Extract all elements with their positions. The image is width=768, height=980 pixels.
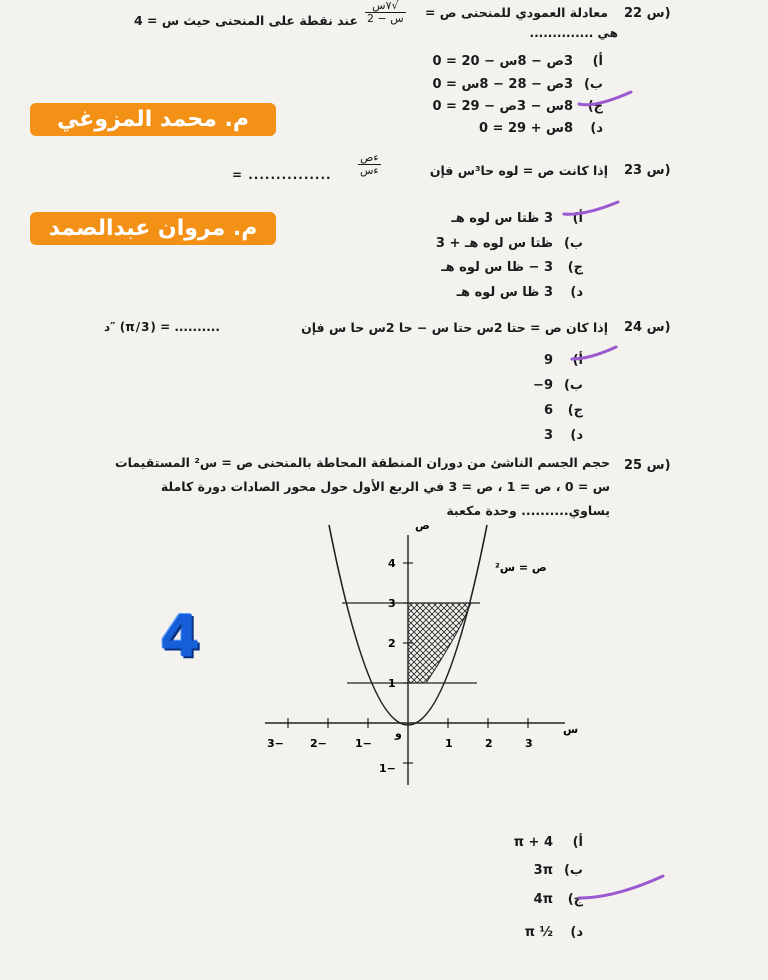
q23-option-a[interactable]: أ)3 ظتا س لوه هـ bbox=[451, 211, 583, 226]
y-axis-label: ص bbox=[415, 519, 430, 532]
x-tick-neg2: 2− bbox=[310, 737, 327, 750]
q24-option-b[interactable]: ب)9− bbox=[533, 378, 583, 393]
q23-text: إذا كانت ص = لوه حا³س فإن bbox=[429, 163, 608, 178]
shaded-region bbox=[408, 603, 471, 683]
q24-tail: د″ (π/3) = .......... bbox=[104, 320, 220, 334]
q22-option-c[interactable]: ج)8س − 3ص − 29 = 0 bbox=[432, 99, 603, 114]
q22-option-b[interactable]: ب)3ص − 28 − 8س = 0 bbox=[432, 77, 603, 92]
q24-option-c[interactable]: ج)6 bbox=[543, 403, 583, 418]
answer-mark-q25 bbox=[575, 872, 667, 904]
q25-option-c[interactable]: ج)4π bbox=[533, 892, 583, 907]
teacher-badge-2: م. مروان عبدالصمد bbox=[30, 212, 276, 245]
x-tick-neg1: 1− bbox=[355, 737, 372, 750]
q22-number: س 22) bbox=[624, 6, 671, 21]
y-tick-4: 4 bbox=[388, 557, 396, 570]
answer-mark-q23 bbox=[560, 198, 622, 220]
q24-text: إذا كان ص = حتا 2س حتا س − حا 2س حا س فإن bbox=[301, 320, 608, 335]
q25-line1: حجم الجسم الناشئ من دوران المنطقة المحاطة بالمنحنى ص = س² المستقيمات bbox=[115, 455, 610, 470]
page-number: 4 bbox=[160, 602, 201, 670]
q23-number: س 23) bbox=[624, 163, 671, 178]
q23-option-d[interactable]: د)3 ظا س لوه هـ bbox=[456, 285, 583, 300]
q25-option-b[interactable]: ب)3π bbox=[533, 863, 583, 878]
q25-option-a[interactable]: أ)4 + π bbox=[513, 835, 583, 850]
curve-label: ص = س² bbox=[495, 561, 547, 574]
q22-line2: هي .............. bbox=[529, 26, 618, 40]
answer-mark-q24 bbox=[568, 343, 620, 365]
y-tick-1: 1 bbox=[388, 677, 396, 690]
q22-option-d[interactable]: د)8س + 29 = 0 bbox=[478, 121, 603, 136]
x-tick-neg3: 3− bbox=[267, 737, 284, 750]
x-axis-label: س bbox=[563, 723, 579, 736]
q24-number: س 24) bbox=[624, 320, 671, 335]
q25-line2: س = 0 ، ص = 1 ، ص = 3 في الربع الأول حول محور الصادات دورة كاملة bbox=[160, 479, 610, 494]
q22-text-part2: عند نقطة على المنحنى حيث س = 4 bbox=[133, 13, 358, 28]
x-tick-2: 2 bbox=[485, 737, 493, 750]
teacher-badge-1: م. محمد المزوغي bbox=[30, 103, 276, 136]
q23-option-c[interactable]: ج)3 − ظا س لوه هـ bbox=[441, 260, 583, 275]
q23-option-b[interactable]: ب)ظتا س لوه هـ + 3 bbox=[435, 236, 583, 251]
answer-mark-q22 bbox=[575, 88, 635, 110]
q23-fraction: $\frac{\text{ءص}}{\text{ءس}}$ bbox=[360, 151, 379, 177]
x-tick-3: 3 bbox=[525, 737, 533, 750]
q24-option-d[interactable]: د)3 bbox=[543, 428, 583, 443]
q25-line3: يساوي.......... وحدة مكعبة bbox=[446, 503, 610, 518]
q22-fraction: $\frac{\text{٧س√}}{\text{س − 2}}$ bbox=[367, 0, 404, 25]
q25-option-d[interactable]: د)½ π bbox=[524, 925, 583, 940]
q24-option-a[interactable]: أ)9 bbox=[543, 353, 583, 368]
parabola-graph bbox=[255, 515, 585, 790]
q25-number: س 25) bbox=[624, 458, 671, 473]
q23-tail: = ............... bbox=[232, 168, 332, 182]
x-tick-1: 1 bbox=[445, 737, 453, 750]
y-tick-neg1: 1− bbox=[379, 762, 396, 775]
y-tick-2: 2 bbox=[388, 637, 396, 650]
q22-text-part1: معادلة العمودي للمنحنى ص = bbox=[424, 5, 608, 20]
origin-label: و bbox=[395, 727, 402, 740]
q22-option-a[interactable]: أ)3ص − 8س − 20 = 0 bbox=[432, 54, 603, 69]
y-tick-3: 3 bbox=[388, 597, 396, 610]
